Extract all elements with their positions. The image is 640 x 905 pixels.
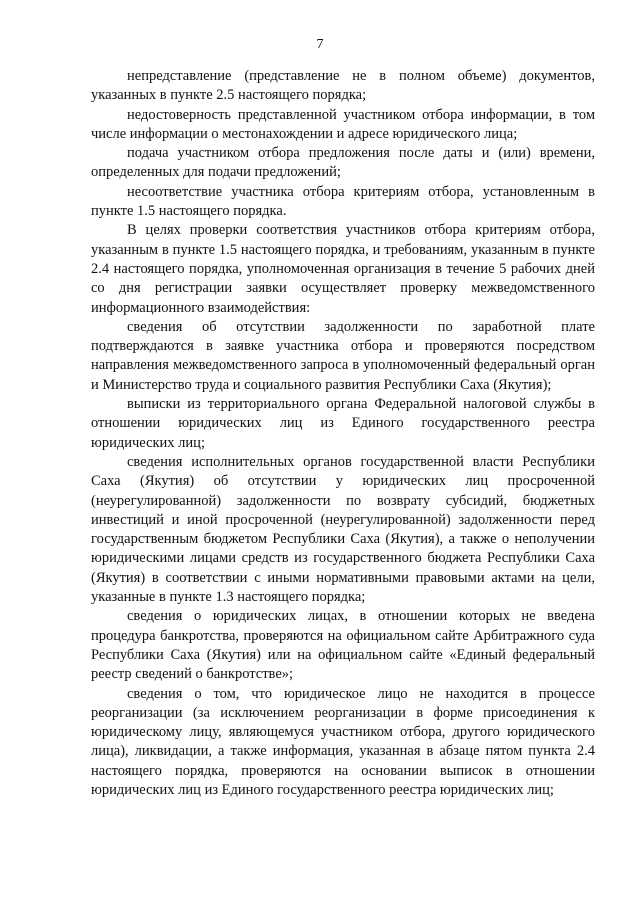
page-number: 7 bbox=[316, 37, 324, 52]
document-body bbox=[91, 67, 595, 800]
paragraph-3: подача участником отбора предложения после даты и (или) времени, определенных для подачи предложений; bbox=[91, 145, 595, 181]
paragraph-7: выписки из территориального органа Федеральной налоговой службы в отношении юридических лиц из Единого государственного реестра юридических лиц; bbox=[91, 396, 595, 451]
paragraph-2: недостоверность представленной участником отбора информации, в том числе информации о местонахождении и адресе юридического лица; bbox=[91, 106, 595, 142]
paragraph-4: несоответствие участника отбора критериям отбора, установленным в пункте 1.5 настоящего порядка. bbox=[91, 183, 595, 220]
paragraph-10: сведения о том, что юридическое лицо не находится в процессе реорганизации (за исключением реорганизации в форме присоединения к юридическому лицу, являющемуся участником отбора, другого юридического лица), ликвидации, а также информация, указанная в абзаце пятом пункта 2.4 настоящего порядка, проверяются на основании выписок в отношении юридических лиц из Единого государственного реестра юридических лиц; bbox=[91, 685, 595, 798]
paragraph-8: сведения исполнительных органов государственной власти Республики Саха (Якутия) об отсутствии у юридических лиц просроченной (неурегулированной) задолженности по возврату субсидий, бюджетных инвестиций и иной просроченной (неурегулированной) задолженности перед государственным бюджетом Республики Саха (Якутия), а также о неполучении юридическими лицами средств из государственного бюджета Республики Саха (Якутия) в соответствии с иными нормативными правовыми актами на цели, указанные в пункте 1.3 настоящего порядка; bbox=[91, 453, 595, 606]
paragraph-9: сведения о юридических лицах, в отношении которых не введена процедура банкротства, проверяются на официальном сайте Арбитражного суда Республики Саха (Якутия) или на официальном сайте «Единый федеральный реестр сведений о банкротстве»; bbox=[91, 608, 595, 683]
paragraph-1: непредставление (представление не в полном объеме) документов, указанных в пункте 2.5 настоящего порядка; bbox=[91, 68, 595, 104]
paragraph-5: В целях проверки соответствия участников отбора критериям отбора, указанным в пункте 1.5 настоящего порядка, и требованиям, указанным в пункте 2.4 настоящего порядка, уполномоченная организация в течение 5 рабочих дней со дня регистрации заявки осуществляет проверку межведомственного информационного взаимодействия: bbox=[91, 222, 595, 316]
paragraph-6: сведения об отсутствии задолженности по заработной плате подтверждаются в заявке участника отбора и проверяются посредством направления межведомственного запроса в уполномоченный федеральный орган и Министерство труда и социального развития Республики Саха (Якутия); bbox=[91, 318, 595, 393]
